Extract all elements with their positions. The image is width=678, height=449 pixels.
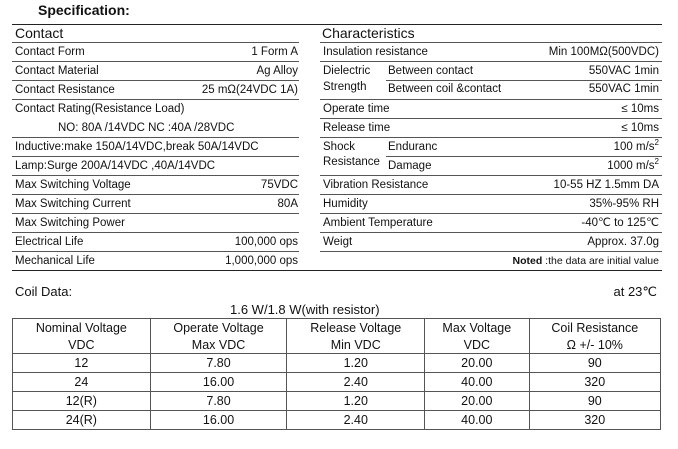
contact-row [15, 157, 298, 175]
contact-row-value: 80A [277, 198, 298, 210]
humidity-label: Humidity [323, 198, 368, 210]
dielectric-label-2: Strength [323, 81, 367, 93]
contact-heading: Contact [15, 25, 64, 41]
table-cell: 320 [529, 411, 660, 430]
contact-row [15, 195, 298, 213]
table-cell: 7.80 [150, 392, 287, 411]
contact-row [15, 43, 298, 61]
note: Noted :the data are initial value [512, 255, 659, 267]
contact-row-value: 1 Form A [251, 46, 298, 58]
contact-row [15, 252, 298, 270]
table-cell: 16.00 [150, 373, 287, 392]
coil-header-cell: Max Voltage [425, 319, 529, 337]
dielectric-label-1: Dielectric [323, 65, 371, 77]
contact-row [15, 62, 298, 80]
dielectric-val-2: 550VAC 1min [588, 83, 659, 95]
table-cell: 7.80 [150, 354, 287, 373]
contact-row-label: Max Switching Power [15, 217, 125, 229]
vibration-label: Vibration Resistance [323, 179, 429, 191]
vibration-row [323, 176, 659, 194]
release-row [323, 119, 659, 137]
contact-row-label: Electrical Life [15, 236, 84, 248]
coil-header-cell: Nominal Voltage [13, 319, 151, 337]
contact-row [58, 119, 299, 137]
dielectric-val-1: 550VAC 1min [588, 65, 659, 77]
table-cell: 320 [529, 373, 660, 392]
contact-row-value: 100,000 ops [234, 236, 298, 248]
release-label: Release time [323, 122, 391, 134]
note-row [323, 252, 659, 270]
table-cell: 16.00 [150, 411, 287, 430]
bottom-rule [12, 270, 662, 271]
shock-label-2: Resistance [323, 156, 380, 168]
dielectric-sub-2: Between coil &contact [388, 83, 502, 95]
table-row [13, 411, 661, 430]
coil-header-unit: Min VDC [287, 336, 425, 354]
table-cell: 20.00 [425, 392, 529, 411]
contact-row [15, 214, 298, 232]
contact-row-label: Contact Form [15, 46, 85, 58]
contact-row-label: Max Switching Current [15, 198, 131, 210]
coil-header-cell: Operate Voltage [150, 319, 287, 337]
table-cell: 90 [529, 392, 660, 411]
contact-row [15, 81, 298, 99]
table-cell: 90 [529, 354, 660, 373]
table-cell: 2.40 [287, 411, 425, 430]
coil-header-cell: Coil Resistance [529, 319, 660, 337]
coil-header-row [13, 336, 661, 354]
coil-header-unit: VDC [425, 336, 529, 354]
weight-row [323, 233, 659, 251]
table-row [13, 392, 661, 411]
table-row [13, 354, 661, 373]
contact-row-label: Max Switching Voltage [15, 179, 131, 191]
humidity-row [323, 195, 659, 213]
contact-row-label: Contact Rating(Resistance Load) [15, 103, 185, 115]
table-cell: 1.20 [287, 392, 425, 411]
coil-data-title: Coil Data: [15, 284, 73, 299]
humidity-value: 35%-95% RH [589, 198, 659, 210]
weight-value: Approx. 37.0g [587, 236, 659, 248]
contact-row [15, 138, 298, 156]
shock-sub-1: Enduranc [388, 141, 438, 153]
contact-row [15, 100, 298, 118]
table-cell: 12(R) [13, 392, 151, 411]
contact-row [15, 176, 298, 194]
characteristics-heading: Characteristics [322, 25, 415, 41]
coil-header-unit: Ω +/- 10% [529, 336, 660, 354]
release-value: ≤ 10ms [621, 122, 659, 134]
coil-header-row [13, 319, 661, 337]
table-cell: 2.40 [287, 373, 425, 392]
contact-row-label: Mechanical Life [15, 255, 95, 267]
contact-row-label: Contact Material [15, 65, 99, 77]
coil-header-cell: Release Voltage [287, 319, 425, 337]
contact-row-value: 25 mΩ(24VDC 1A) [201, 84, 298, 96]
coil-header-unit: VDC [13, 336, 151, 354]
shock-damage-row [388, 157, 659, 175]
insulation-row [323, 43, 659, 61]
contact-row-label: Contact Resistance [15, 84, 115, 96]
table-cell: 12 [13, 354, 151, 373]
insulation-value: Min 100MΩ(500VDC) [548, 46, 659, 58]
operate-label: Operate time [323, 103, 390, 115]
table-cell: 20.00 [425, 354, 529, 373]
operate-value: ≤ 10ms [621, 103, 659, 115]
coil-temperature: at 23℃ [613, 284, 657, 299]
page-title: Specification: [38, 2, 130, 18]
shock-endurance-row [388, 138, 659, 156]
table-cell: 24(R) [13, 411, 151, 430]
shock-val-2: 1000 $m/s^2$ [607, 157, 659, 172]
contact-row-label: NO: 80A /14VDC NC :40A /28VDC [58, 122, 235, 134]
ambient-value: -40℃ to 125℃ [581, 217, 659, 229]
table-cell: 1.20 [287, 354, 425, 373]
weight-label: Weigt [323, 236, 353, 248]
contact-row-value: Ag Alloy [256, 65, 298, 77]
ambient-label: Ambient Temperature [323, 217, 433, 229]
contact-row-label: Lamp:Surge 200A/14VDC ,40A/14VDC [15, 160, 216, 172]
table-row [13, 373, 661, 392]
shock-label-1: Shock [323, 141, 355, 153]
contact-row-value: 75VDC [260, 179, 298, 191]
coil-power: 1.6 W/1.8 W(with resistor) [230, 302, 380, 317]
table-cell: 40.00 [425, 411, 529, 430]
insulation-label: Insulation resistance [323, 46, 428, 58]
contact-row-value: 1,000,000 ops [225, 255, 298, 267]
coil-header-unit: Max VDC [150, 336, 287, 354]
dielectric-contact-row [388, 62, 659, 80]
ambient-row [323, 214, 659, 232]
shock-val-1: 100 $m/s^2$ [613, 138, 659, 153]
table-cell: 40.00 [425, 373, 529, 392]
table-cell: 24 [13, 373, 151, 392]
dielectric-sub-1: Between contact [388, 65, 474, 77]
contact-row-label: Inductive:make 150A/14VDC,break 50A/14VDC [15, 141, 259, 153]
shock-sub-2: Damage [388, 160, 432, 172]
contact-row [15, 233, 298, 251]
operate-row [323, 100, 659, 118]
vibration-value: 10-55 HZ 1.5mm DA [553, 179, 659, 191]
dielectric-coil-row [388, 80, 659, 98]
coil-data-table [12, 318, 661, 430]
